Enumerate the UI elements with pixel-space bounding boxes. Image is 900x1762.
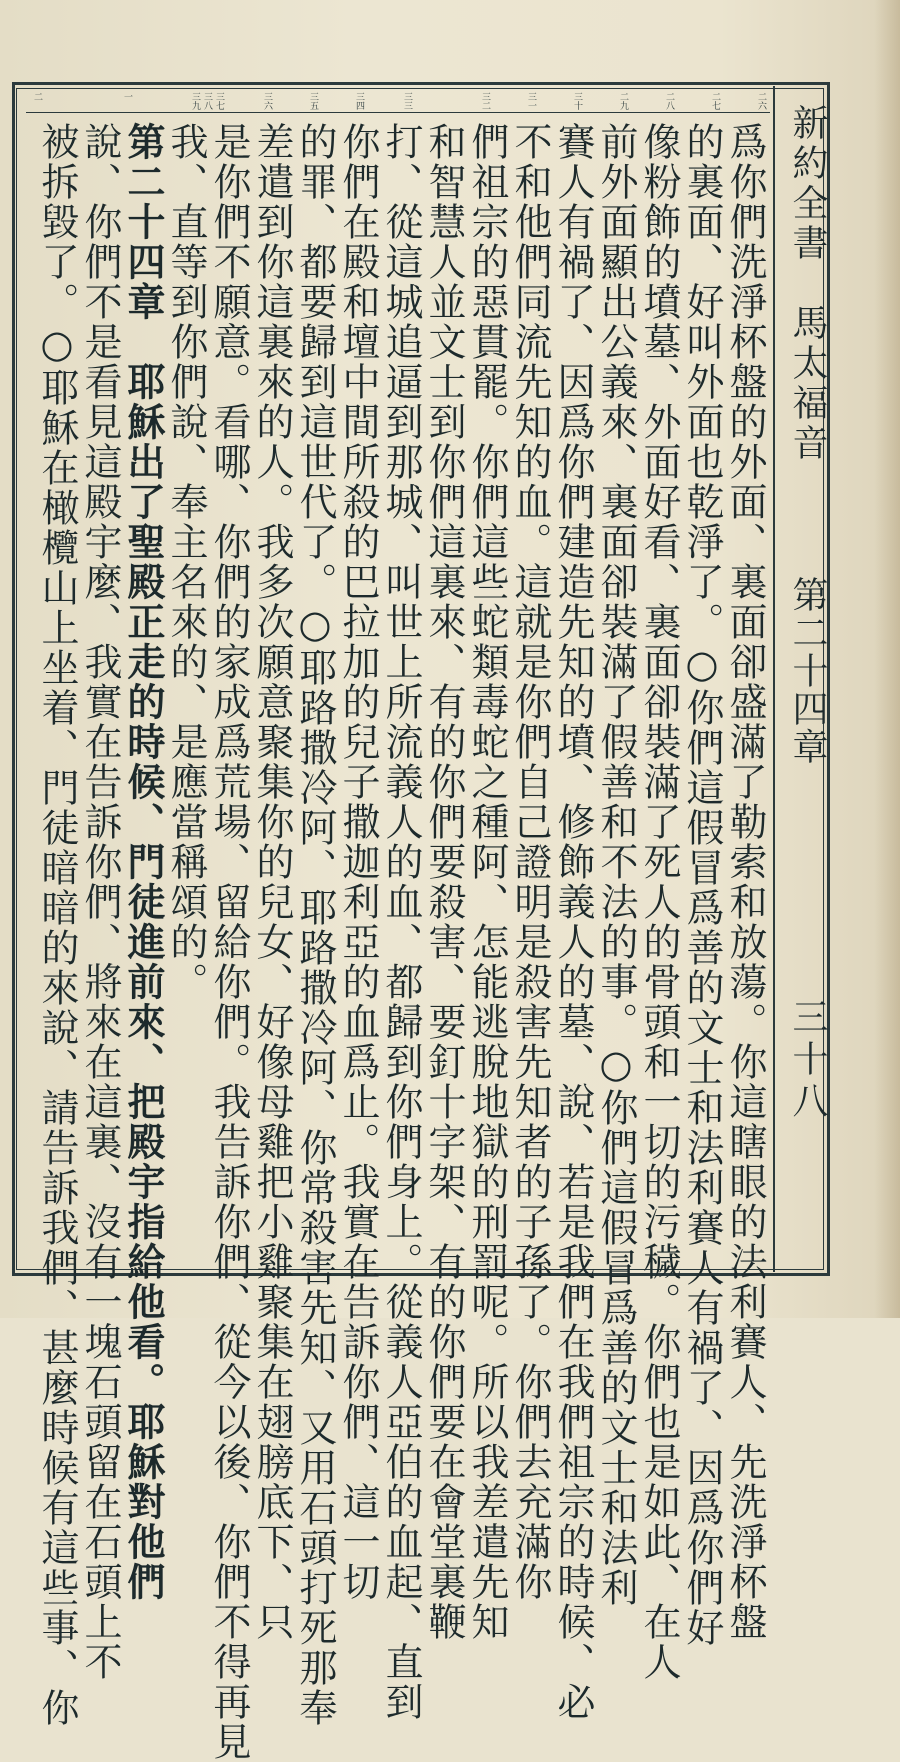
- verse-number: 一: [122, 92, 132, 101]
- text-column: 的裏面、好叫外面也乾淨了。○你們這假冒爲善的文士和法利賽人有禍了、因爲你們好: [680, 122, 724, 1648]
- verse-number: 二九: [618, 92, 628, 110]
- page-edge-shadow: [874, 0, 900, 1318]
- verse-number: 三四: [354, 92, 364, 110]
- text-column: 前外面顯出公義來、裏面卻裝滿了假善和不法的事。○你們這假冒爲善的文士和法利: [594, 122, 638, 1608]
- header-separator: [773, 86, 775, 1272]
- scripture-text: [26, 122, 770, 1762]
- text-column: 爲你們洗淨杯盤的外面、裏面卻盛滿了勒索和放蕩。你這瞎眼的法利賽人、先洗淨杯盤: [723, 122, 767, 1642]
- text-column: 被拆毀了。○耶穌在橄欖山上坐着、門徒暗暗的來說、請告訴我們、甚麼時候有這些事、你: [35, 122, 79, 1728]
- text-column: 差遣到你這裏來的人。我多次願意聚集你的兒女、好像母雞把小雞聚集在翅膀底下、只: [250, 122, 294, 1642]
- verse-number: 三一: [526, 92, 536, 110]
- verse-number-strip: [26, 92, 770, 113]
- chapter-label: 第二十四章: [787, 576, 828, 766]
- verse-number: 三十: [572, 92, 582, 110]
- text-column: 我、直等到你們說、奉主名來的、是應當稱頌的。: [164, 122, 208, 1002]
- text-column: 像粉飾的墳墓、外面好看、裏面卻裝滿了死人的骨頭和一切的污穢。你們也是如此、在人: [637, 122, 681, 1682]
- chapter-heading-column: 第二十四章 耶穌出了聖殿正走的時候、門徒進前來、把殿宇指給他看。耶穌對他們: [121, 122, 166, 1602]
- text-column: 不和他們同流先知的血。這就是你們自己證明是殺害先知者的子孫了。你們去充滿你: [508, 122, 552, 1602]
- verse-number: 三九: [190, 92, 200, 110]
- page-number: 三十八: [787, 998, 828, 1124]
- verse-number: 二: [32, 92, 42, 101]
- text-column: 是你們不願意。看哪、你們的家成爲荒場、留給你們。我告訴你們、從今以後、你們不得再見: [207, 122, 251, 1762]
- verse-number: 三三: [402, 92, 412, 110]
- verse-number: 三五: [308, 92, 318, 110]
- text-column: 打、從這城追逼到那城、叫世上所流義人的血、都歸到你們身上。從義人亞伯的血起、直到: [379, 122, 423, 1722]
- verse-number: 二八: [664, 92, 674, 110]
- text-column: 的罪、都要歸到這世代了。○耶路撒冷阿、耶路撒冷阿、你常殺害先知、又用石頭打死那奉: [293, 122, 337, 1728]
- book-title: 新約全書 馬太福音: [787, 104, 828, 464]
- text-column: 說、你們不是看見這殿宇麼、我實在告訴你們、將來在這裏、沒有一塊石頭留在石頭上不: [78, 122, 122, 1682]
- verse-number: 三七: [214, 92, 224, 110]
- text-column: 們祖宗的惡貫罷。你們這些蛇類毒蛇之種阿、怎能逃脫地獄的刑罰呢。所以我差遣先知: [465, 122, 509, 1642]
- verse-number: 二六: [756, 92, 766, 110]
- text-column: 你們在殿和壇中間所殺的巴拉加的兒子撒迦利亞的血爲止。我實在告訴你們、這一切: [336, 122, 380, 1602]
- verse-number: 三八: [202, 92, 212, 110]
- verse-number: 三六: [262, 92, 272, 110]
- running-header: [778, 96, 826, 1266]
- verse-number: 二七: [710, 92, 720, 110]
- text-column: 賽人有禍了、因爲你們建造先知的墳、修飾義人的墓、說、若是我們在我們祖宗的時候、必: [551, 122, 595, 1722]
- verse-number: 三二: [480, 92, 490, 110]
- text-column: 和智慧人並文士到你們這裏來、有的你們要殺害、要釘十字架、有的你們要在會堂裏鞭: [422, 122, 466, 1642]
